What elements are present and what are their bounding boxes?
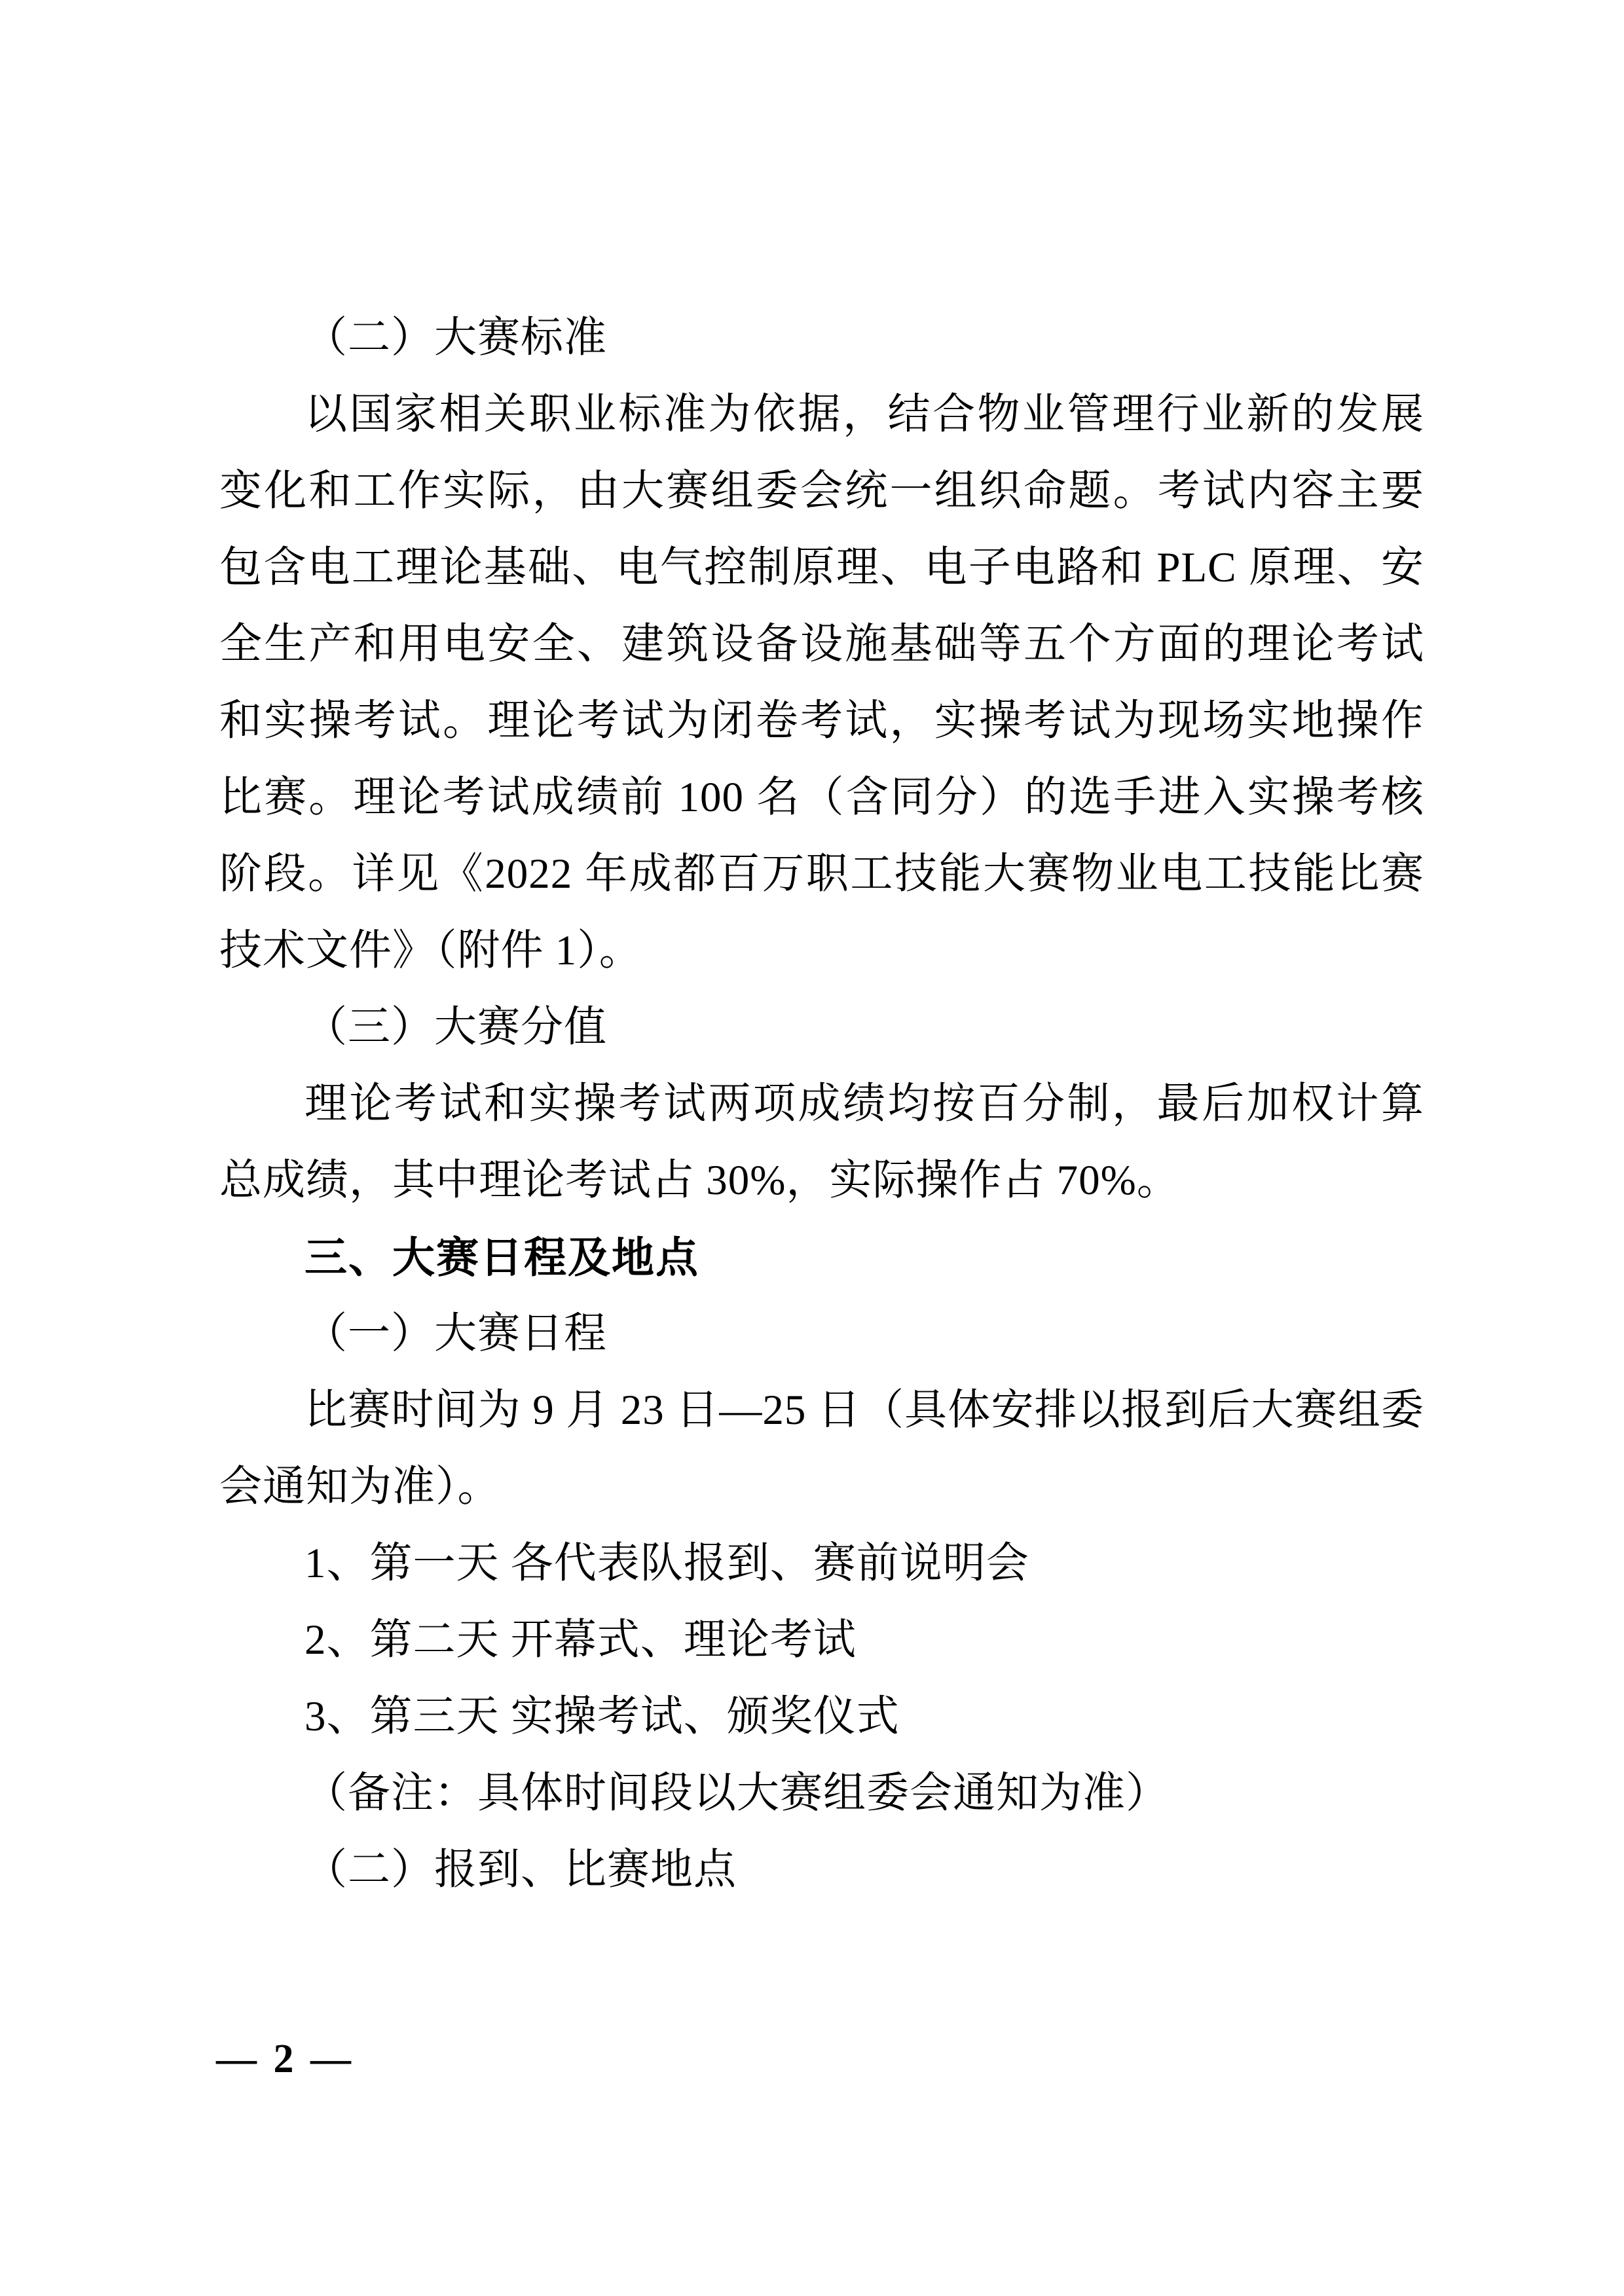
- page-footer: [216, 2021, 354, 2098]
- heading-part-three-schedule-and-location: 三、大赛日程及地点: [304, 1233, 700, 1281]
- para-contest-time: 比赛时间为 9 月 23 日—25 日（具体安排以报到后大赛组委会通知为准）。: [219, 1387, 1424, 1510]
- heading-section-ii-contest-standards: （二）大赛标准: [304, 314, 608, 361]
- heading-section-ii-registration-and-venue: （二）报到、比赛地点: [304, 1846, 737, 1893]
- list-item-day-1: 1、第一天 各代表队报到、赛前说明会: [304, 1540, 1029, 1587]
- para-contest-scoring: 理论考试和实操考试两项成绩均按百分制，最后加权计算总成绩，其中理论考试占 30%，实际操作占 70%。: [219, 1080, 1424, 1204]
- heading-section-i-contest-schedule: （一）大赛日程: [304, 1310, 608, 1357]
- para-contest-standards: 以国家相关职业标准为依据，结合物业管理行业新的发展变化和工作实际，由大赛组委会统一组织命题。考试内容主要包含电工理论基础、电气控制原理、电子电路和 PLC 原理、安全生产和用电安全、建筑设备设施基础等五个方面的理论考试和实操考试。理论考试为闭卷考试，实操考试为现场实地操作比赛。理论考试成绩前 100 名（含同分）的选手进入实操考核阶段。详见《2022 年成都百万职工技能大赛物业电工技能比赛技术文件》（附件 1）。: [219, 391, 1424, 974]
- document-body: [219, 300, 1424, 1908]
- list-item-day-3: 3、第三天 实操考试、颁奖仪式: [304, 1693, 900, 1740]
- list-item-day-2: 2、第二天 开幕式、理论考试: [304, 1616, 857, 1664]
- page-number: — 2 —: [216, 2037, 354, 2081]
- note-schedule-remark: （备注：具体时间段以大赛组委会通知为准）: [304, 1770, 1170, 1817]
- heading-section-iii-contest-scoring: （三）大赛分值: [304, 1004, 608, 1051]
